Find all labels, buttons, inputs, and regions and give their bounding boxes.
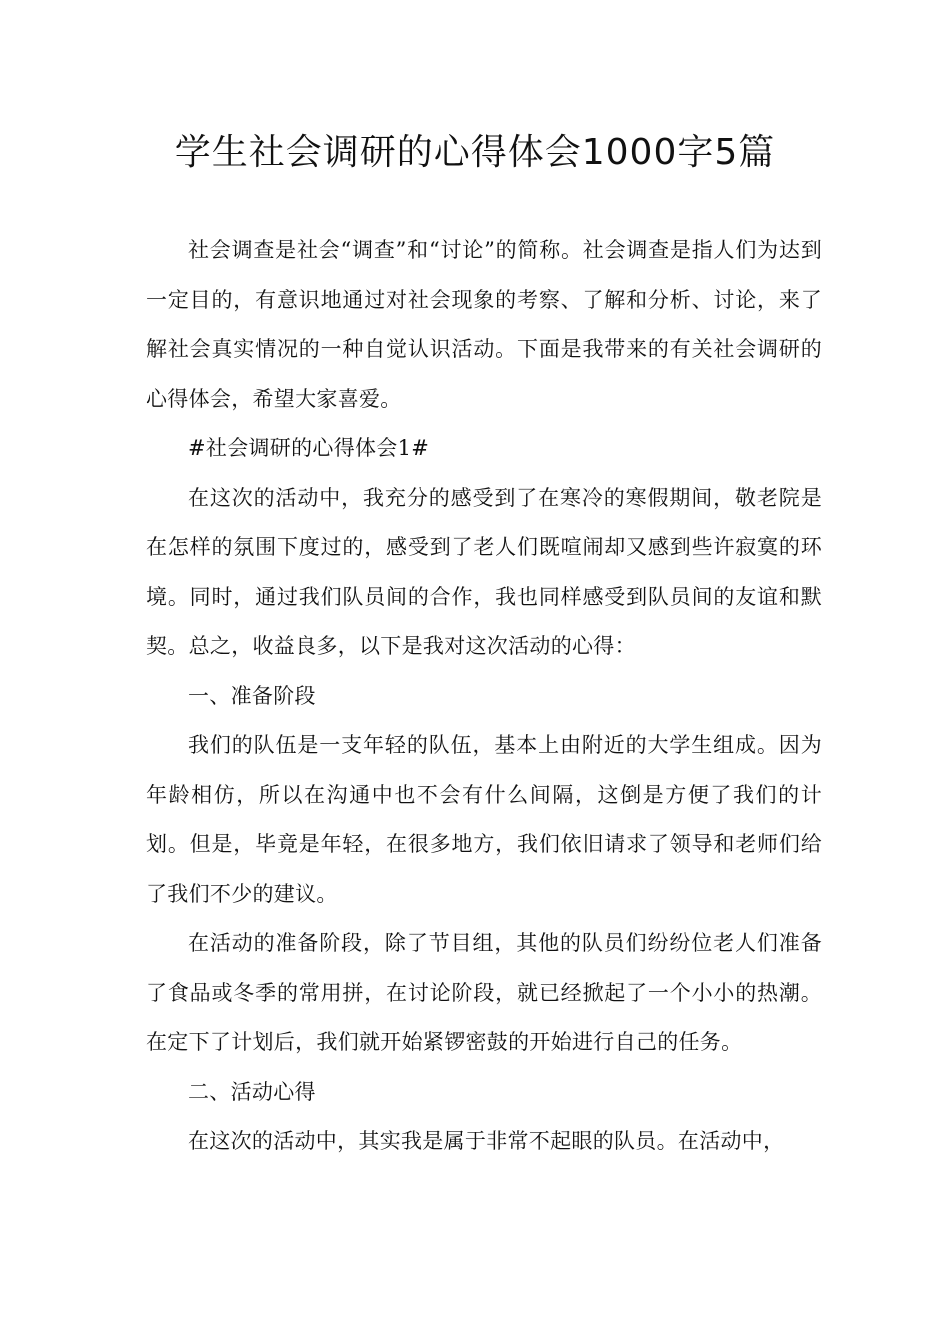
document-body (146, 226, 822, 1167)
section-heading-1: #社会调研的心得体会1# (188, 436, 430, 460)
subheading-activity: 二、活动心得 (188, 1079, 316, 1104)
document-title: 学生社会调研的心得体会1000字5篇 (174, 132, 776, 173)
intro-paragraph: 社会调查是社会“调查”和“讨论”的简称。社会调查是指人们为达到一定目的，有意识地通过对社会现象的考察、了解和分析、讨论，来了解社会真实情况的一种自觉认识活动。下面是我带来的有关社会调研的心得体会，希望大家喜爱。 (146, 238, 822, 411)
body-paragraph: 我们的队伍是一支年轻的队伍，基本上由附近的大学生组成。因为年龄相仿，所以在沟通中也不会有什么间隔，这倒是方便了我们的计划。但是，毕竟是年轻，在很多地方，我们依旧请求了领导和老师们给了我们不少的建议。 (146, 733, 822, 906)
body-paragraph: 在这次的活动中，我充分的感受到了在寒冷的寒假期间，敬老院是在怎样的氛围下度过的，感受到了老人们既喧闹却又感到些许寂寞的环境。同时，通过我们队员间的合作，我也同样感受到队员间的友谊和默契。总之，收益良多，以下是我对这次活动的心得： (146, 485, 822, 658)
body-paragraph: 在活动的准备阶段，除了节目组，其他的队员们纷纷位老人们准备了食品或冬季的常用拼，在讨论阶段，就已经掀起了一个小小的热潮。在定下了计划后，我们就开始紧锣密鼓的开始进行自己的任务。 (146, 931, 822, 1054)
body-paragraph: 在这次的活动中，其实我是属于非常不起眼的队员。在活动中， (188, 1129, 785, 1153)
subheading-preparation: 一、准备阶段 (188, 683, 316, 708)
